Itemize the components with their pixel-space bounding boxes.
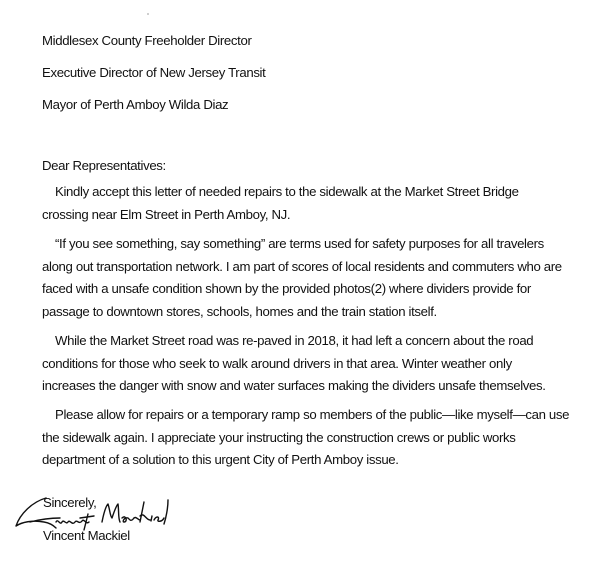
closing: Sincerely, [43,495,97,510]
paragraph-line: the sidewalk again. I appreciate your instructing the construction crews or public works [42,429,516,445]
paragraph-line: department of a solution to this urgent City of Perth Amboy issue. [42,452,399,467]
paragraph-2 [42,233,582,323]
recipient-line: Executive Director of New Jersey Transit [42,65,266,80]
signature-name: Vincent Mackiel [43,528,130,543]
paragraph-3 [42,330,582,398]
recipient-line: Middlesex County Freeholder Director [42,33,252,48]
paragraph-1 [42,181,582,226]
salutation: Dear Representatives: [42,158,166,173]
scan-artifact [147,13,149,15]
paragraph-line: conditions for those who seek to walk around drivers in that area. Winter weather only [42,355,512,371]
paragraph-4 [42,404,582,472]
paragraph-line: along out transportation network. I am part of scores of local residents and commuters who are [42,258,562,274]
paragraph-line: increases the danger with snow and water surfaces making the dividers unsafe themselves. [42,378,546,393]
paragraph-line: faced with a unsafe condition shown by the provided photos(2) where dividers provide for [42,281,531,296]
paragraph-line: passage to downtown stores, schools, homes and the train station itself. [42,303,437,319]
paragraph-line: Please allow for repairs or a temporary ramp so members of the public—like myself—can use [55,407,570,422]
recipient-line: Mayor of Perth Amboy Wilda Diaz [42,97,229,112]
paragraph-line: crossing near Elm Street in Perth Amboy, NJ. [42,206,291,222]
paragraph-line: Kindly accept this letter of needed repairs to the sidewalk at the Market Street Bridge [55,184,519,199]
paragraph-line: “If you see something, say something” are terms used for safety purposes for all travelers [55,236,544,251]
paragraph-line: While the Market Street road was re-paved in 2018, it had left a concern about the road [55,333,534,348]
